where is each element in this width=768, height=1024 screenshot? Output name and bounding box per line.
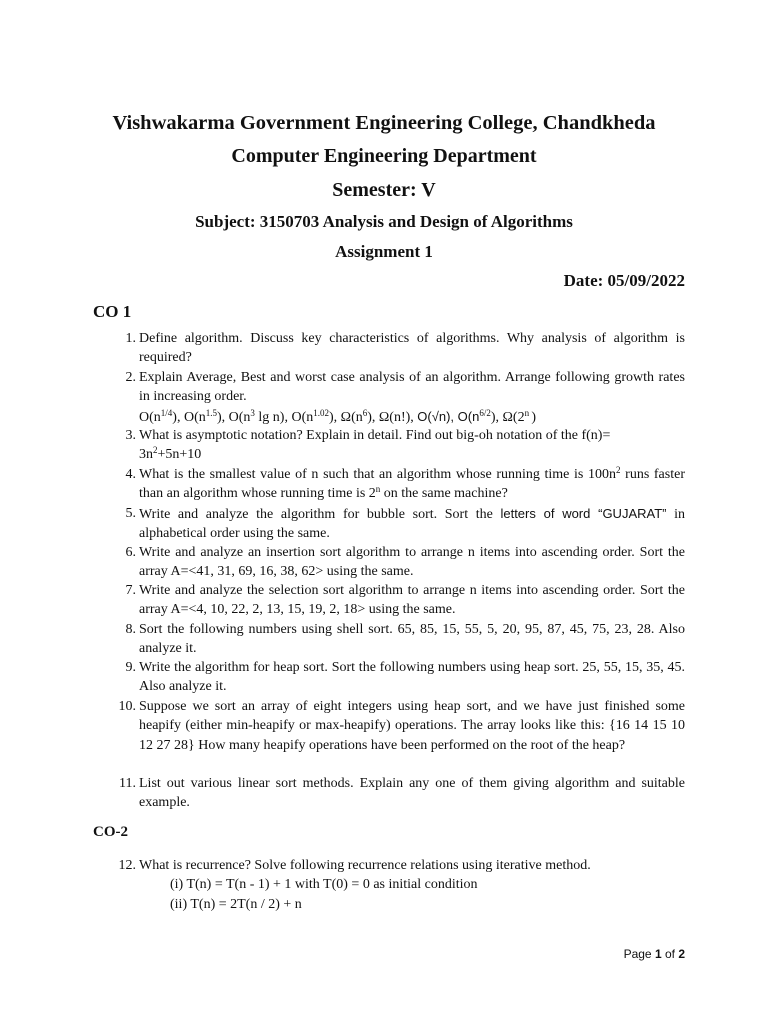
growth-rates-list: $O(n^{1/4})$, $O(n^{1.5})$, $O(n^3$ lg n), $O(n^{1.02})$, $\Omega(n^6)$, Ω(n!), O(√n), $O(n^{6/2})$, Ω(2$^n$ ) bbox=[139, 407, 536, 425]
question-3 bbox=[112, 426, 685, 465]
question-number: 8. bbox=[125, 622, 136, 637]
question-number: 10. bbox=[118, 699, 136, 714]
question-7 bbox=[112, 581, 685, 620]
question-text: What is recurrence? Solve following recurrence relations using iterative method. bbox=[139, 858, 591, 873]
question-text: Explain Average, Best and worst case analysis of an algorithm. Arrange following growth rates in increasing order. bbox=[139, 370, 685, 405]
question-text: Suppose we sort an array of eight integers using heap sort, and we have just finished some heapify (either min-heapify or max-heapify) operations. The array looks like this: {16 14 15 10 12 27 28} How many heapify operations have been performed on the root of the heap? bbox=[139, 699, 685, 753]
question-text: What is asymptotic notation? Explain in detail. Find out big-oh notation of the f(n)= bbox=[139, 428, 611, 443]
question-text: Write and analyze the algorithm for bubble sort. Sort the letters of word “GUJARAT” in alphabetical order using the same. bbox=[139, 506, 686, 542]
function-expression: $3n^2+5n+10$ bbox=[139, 445, 202, 463]
assignment-title: Assignment 1 bbox=[335, 242, 433, 261]
question-text: What is the smallest value of n such that an algorithm whose running time is $100n^2$ runs faster than an algorithm whose running time is 2$^n$ on the same machine? bbox=[139, 465, 685, 502]
question-number: 6. bbox=[125, 545, 136, 560]
recurrence-part-ii: (ii) T(n) = 2T(n / 2) + n bbox=[170, 896, 302, 912]
question-text: Write the algorithm for heap sort. Sort the following numbers using heap sort. 25, 55, 15, 35, 45. Also analyze it. bbox=[139, 660, 685, 695]
question-number: 7. bbox=[125, 583, 136, 598]
question-number: 2. bbox=[125, 370, 136, 385]
question-text: Write and analyze an insertion sort algorithm to arrange n items into ascending order. Sort the array A=<41, 31, 69, 16, 38, 62> using the same. bbox=[139, 545, 685, 580]
department-name: Computer Engineering Department bbox=[231, 145, 537, 167]
question-8 bbox=[112, 620, 685, 659]
question-12 bbox=[112, 856, 685, 914]
subject-title: Subject: 3150703 Analysis and Design of Algorithms bbox=[195, 212, 573, 231]
question-number: 5. bbox=[125, 506, 136, 521]
question-number: 1. bbox=[125, 331, 136, 346]
question-text: Sort the following numbers using shell sort. 65, 85, 15, 55, 5, 20, 95, 87, 45, 75, 23, 28. Also analyze it. bbox=[139, 622, 685, 657]
question-4 bbox=[112, 465, 685, 504]
question-number: 3. bbox=[125, 428, 136, 443]
section-heading-co1: CO 1 bbox=[93, 302, 132, 321]
question-text: Define algorithm. Discuss key characteristics of algorithms. Why analysis of algorithm is required? bbox=[139, 331, 685, 366]
question-text: List out various linear sort methods. Explain any one of them giving algorithm and suitable example. bbox=[139, 776, 685, 811]
college-name: Vishwakarma Government Engineering College, Chandkheda bbox=[112, 112, 656, 134]
question-1 bbox=[112, 329, 685, 368]
section-heading-co2: CO-2 bbox=[93, 824, 128, 840]
question-number: 4. bbox=[125, 467, 136, 482]
question-11 bbox=[112, 774, 685, 813]
question-text: Write and analyze the selection sort algorithm to arrange n items into ascending order. Sort the array A=<4, 10, 22, 2, 13, 15, 19, 2, 18> using the same. bbox=[139, 583, 685, 618]
question-number: 9. bbox=[125, 660, 136, 675]
question-2 bbox=[112, 368, 685, 427]
question-number: 11. bbox=[119, 776, 136, 791]
page-number: Page 1 of 2 bbox=[623, 947, 685, 961]
question-number: 12. bbox=[118, 858, 136, 873]
question-5 bbox=[112, 504, 685, 544]
question-6 bbox=[112, 543, 685, 582]
recurrence-part-i: (i) T(n) = T(n - 1) + 1 with T(0) = 0 as initial condition bbox=[170, 877, 478, 893]
question-10 bbox=[112, 697, 685, 755]
assignment-date: Date: 05/09/2022 bbox=[563, 271, 685, 290]
semester-title: Semester: V bbox=[332, 179, 436, 201]
question-9 bbox=[112, 658, 685, 697]
